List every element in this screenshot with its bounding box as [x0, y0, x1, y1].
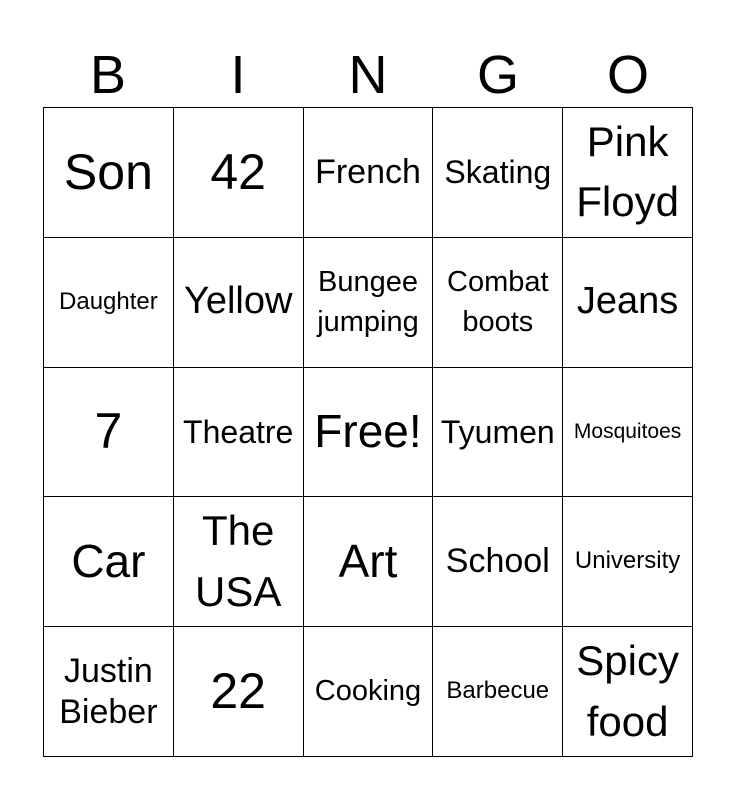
bingo-cell[interactable] [563, 497, 693, 627]
cell-text: Art [338, 534, 398, 587]
bingo-cell[interactable] [563, 108, 693, 238]
cell-text: 7 [94, 403, 123, 460]
bingo-cell[interactable] [44, 238, 174, 368]
cell-text: Spicy food [576, 636, 679, 745]
bingo-cell[interactable] [44, 497, 174, 627]
cell-text: Theatre [183, 413, 294, 450]
header-letter-i: I [230, 45, 246, 105]
bingo-cell[interactable] [304, 497, 434, 627]
bingo-cell[interactable] [563, 627, 693, 757]
cell-text: The USA [195, 506, 282, 615]
bingo-cell[interactable] [433, 108, 563, 238]
bingo-cell[interactable] [174, 497, 304, 627]
cell-text: Skating [444, 154, 552, 191]
cell-text: Bungee jumping [317, 265, 419, 339]
bingo-header [43, 44, 693, 106]
cell-text: Tyumen [440, 413, 555, 450]
cell-text: 42 [210, 143, 266, 200]
header-letter-o: O [606, 45, 649, 105]
bingo-card [43, 107, 693, 757]
bingo-cell[interactable] [44, 627, 174, 757]
bingo-cell[interactable] [563, 368, 693, 498]
bingo-cell[interactable] [174, 108, 304, 238]
cell-text: Justin Bieber [59, 651, 158, 731]
bingo-cell[interactable] [174, 238, 304, 368]
bingo-cell[interactable] [174, 368, 304, 498]
bingo-cell[interactable] [433, 368, 563, 498]
cell-text: Combat boots [447, 265, 549, 339]
cell-text: Mosquitoes [573, 420, 682, 444]
cell-text: Yellow [183, 280, 293, 323]
cell-text: Son [63, 143, 153, 200]
cell-text: Car [71, 534, 146, 587]
header-letter-n: N [348, 45, 388, 105]
cell-text: Jeans [576, 280, 679, 323]
header-letter-b: B [89, 45, 127, 105]
bingo-cell[interactable] [44, 368, 174, 498]
bingo-cell[interactable] [304, 238, 434, 368]
cell-text: Free! [314, 405, 422, 458]
bingo-cell[interactable] [304, 627, 434, 757]
header-letter-g: G [476, 45, 519, 105]
cell-text: University [574, 547, 681, 575]
cell-text: Barbecue [446, 677, 550, 705]
bingo-cell[interactable] [304, 108, 434, 238]
cell-text: Pink Floyd [576, 117, 679, 226]
cell-text: 22 [210, 663, 266, 720]
bingo-cell[interactable] [563, 238, 693, 368]
cell-text: Cooking [314, 675, 422, 708]
bingo-cell free-cell[interactable] [304, 368, 434, 498]
bingo-cell[interactable] [433, 497, 563, 627]
cell-text: French [315, 153, 421, 191]
bingo-cell[interactable] [44, 108, 174, 238]
bingo-cell[interactable] [433, 238, 563, 368]
bingo-cell[interactable] [174, 627, 304, 757]
cell-text: School [445, 542, 550, 581]
bingo-cell[interactable] [433, 627, 563, 757]
cell-text: Daughter [59, 287, 158, 315]
